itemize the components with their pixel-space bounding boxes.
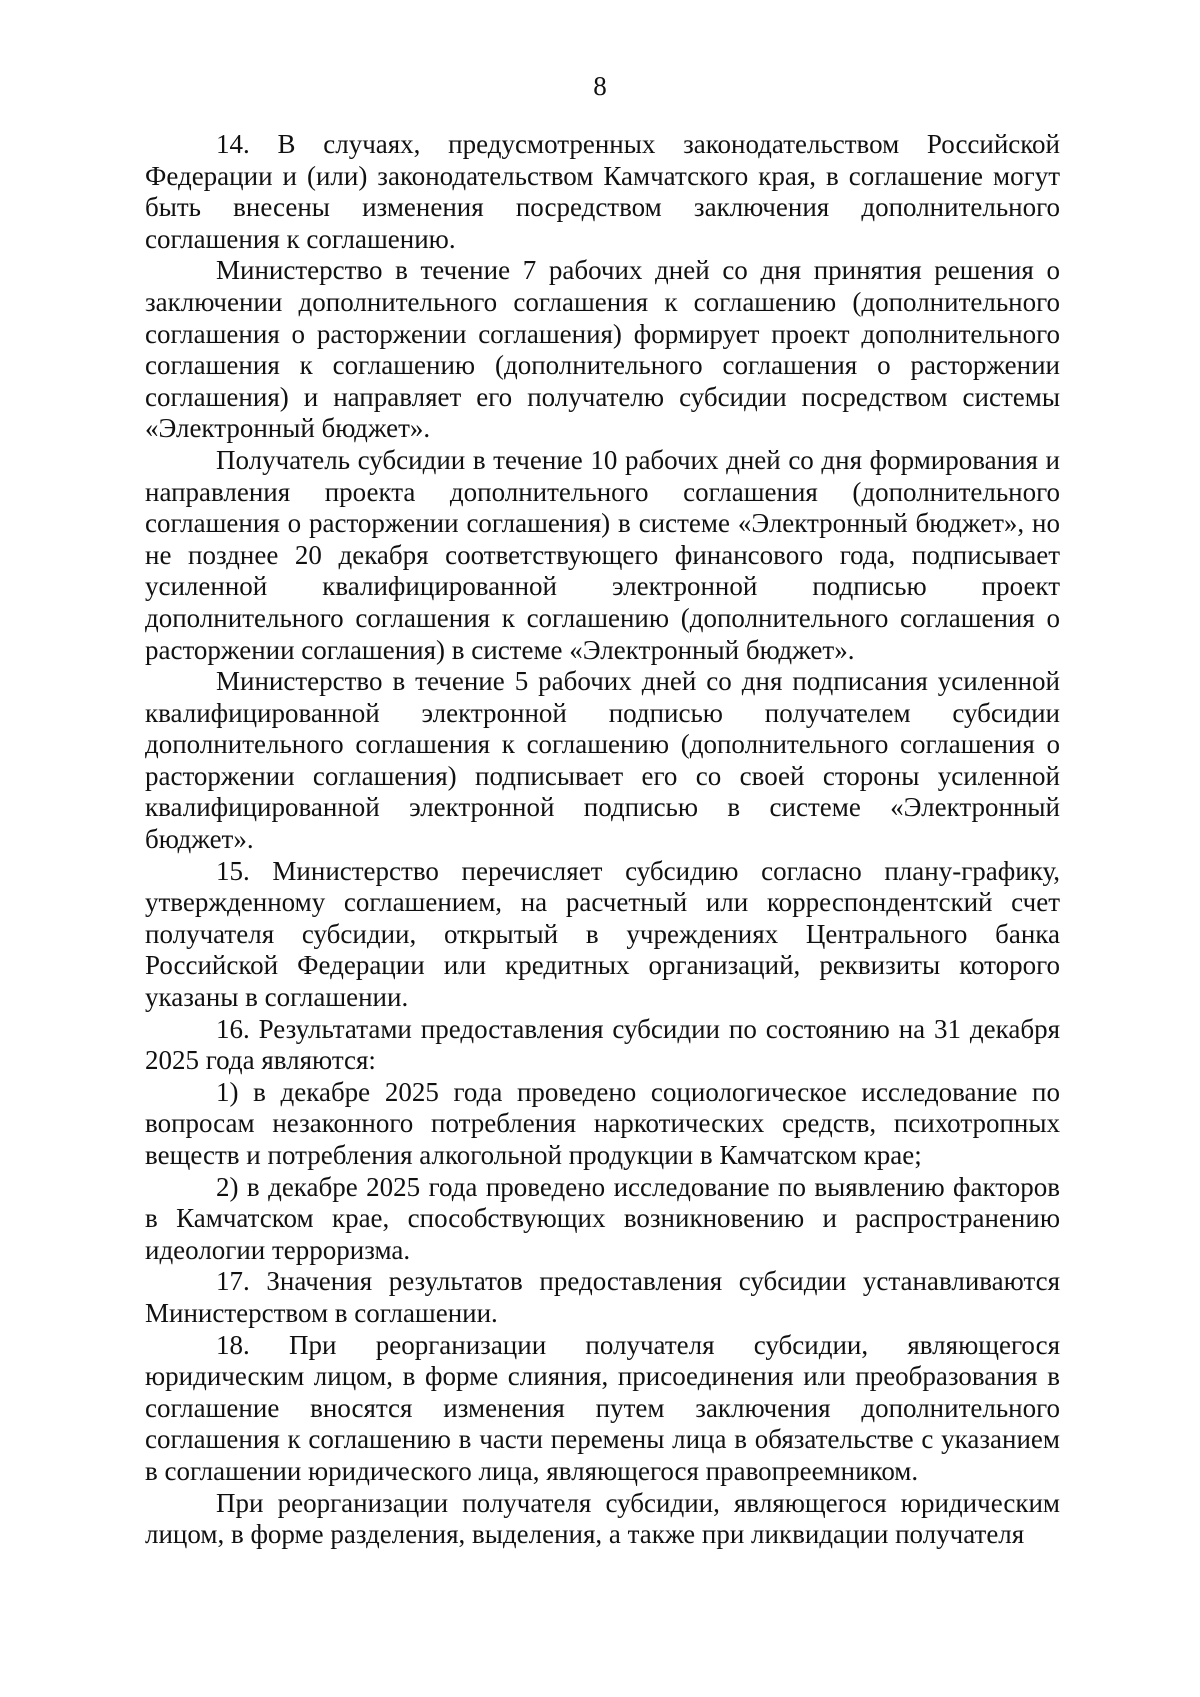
list-item-2: 2) в декабре 2025 года проведено исследование по выявлению факторов в Камчатском крае, способствующих возникновению и распространению идеологии терроризма.	[145, 1171, 1060, 1265]
paragraph-15: 15. Министерство перечисляет субсидию согласно плану-графику, утвержденному соглашением, на расчетный или корреспондентский счет получателя субсидии, открытый в учреждениях Центрального банка Российской Федерации или кредитных организаций, реквизиты которого указаны в соглашении.	[145, 855, 1060, 1013]
paragraph-reorganization: При реорганизации получателя субсидии, являющегося юридическим лицом, в форме разделения, выделения, а также при ликвидации получателя	[145, 1487, 1060, 1550]
paragraph-16: 16. Результатами предоставления субсидии по состоянию на 31 декабря 2025 года являются:	[145, 1013, 1060, 1076]
paragraph-17: 17. Значения результатов предоставления субсидии устанавливаются Министерством в соглашении.	[145, 1266, 1060, 1328]
paragraph-ministry-draft: Министерство в течение 7 рабочих дней со дня принятия решения о заключении дополнительного соглашения к соглашению (дополнительного соглашения о расторжении соглашения) формирует проект дополнительного соглашения к соглашению (дополнительного соглашения о расторжении соглашения) и направляет его получателю субсидии посредством системы «Электронный бюджет».	[145, 255, 1060, 444]
paragraph-18: 18. При реорганизации получателя субсидии, являющегося юридическим лицом, в форме слияния, присоединения или преобразования в соглашение вносятся изменения путем заключения дополнительного соглашения к соглашению в части перемены лица в обязательстве с указанием в соглашении юридического лица, являющегося правопреемником.	[145, 1329, 1060, 1486]
paragraph-recipient-signs: Получатель субсидии в течение 10 рабочих дней со дня формирования и направления проекта дополнительного соглашения (дополнительного соглашения о расторжении соглашения) в системе «Электронный бюджет», но не позднее 20 декабря соответствующего финансового года, подписывает усиленной квалифицированной электронной подписью проект дополнительного соглашения к соглашению (дополнительного соглашения о расторжении соглашения) в системе «Электронный бюджет».	[145, 444, 1060, 665]
paragraph-14: 14. В случаях, предусмотренных законодательством Российской Федерации и (или) законодательством Камчатского края, в соглашение могут быть внесены изменения посредством заключения дополнительного соглашения к соглашению.	[145, 129, 1060, 254]
document-body	[145, 129, 1060, 1551]
page-number: 8	[593, 71, 607, 101]
paragraph-ministry-signs: Министерство в течение 5 рабочих дней со дня подписания усиленной квалифицированной электронной подписью получателем субсидии дополнительного соглашения к соглашению (дополнительного соглашения о расторжении соглашения) подписывает его со своей стороны усиленной квалифицированной электронной подписью в системе «Электронный бюджет».	[145, 666, 1060, 855]
list-item-1: 1) в декабре 2025 года проведено социологическое исследование по вопросам незаконного потребления наркотических средств, психотропных веществ и потребления алкогольной продукции в Камчатском крае;	[145, 1076, 1060, 1170]
